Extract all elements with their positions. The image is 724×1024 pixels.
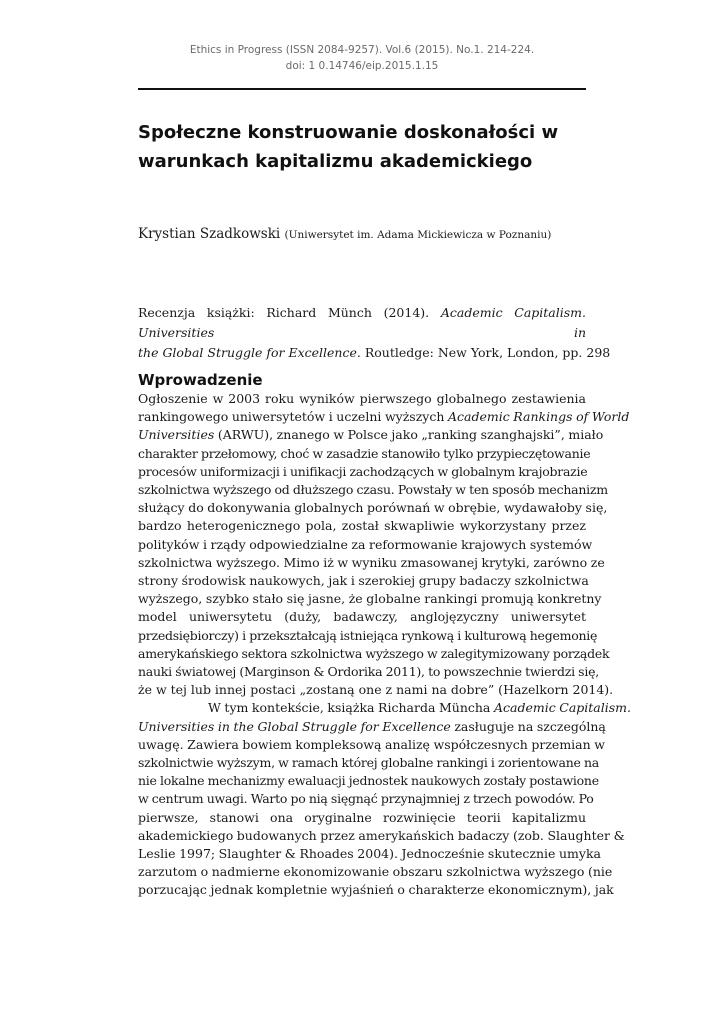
body-line: w centrum uwagi. Warto po nią sięgnąć przynajmniej z trzech powodów. Po — [138, 791, 594, 807]
article-body — [138, 390, 632, 900]
body-line — [138, 426, 604, 444]
journal-citation: Ethics in Progress (ISSN 2084-9257). Vol.6 (2015). No.1. 214-224. — [189, 44, 535, 56]
body-line: nie lokalne mechanizmy ewaluacji jednostek naukowych zostały postawione — [138, 773, 599, 789]
body-line: szkolnictwa wyższego od dłuższego czasu. Powstały w ten sposób mechanizm — [138, 482, 608, 498]
review-line-2 — [138, 343, 611, 363]
body-line: porzucając jednak kompletnie wyjaśnień o charakterze ekonomicznym), jak — [138, 882, 614, 898]
body-line: szkolnictwa wyższego. Mimo iż w wyniku zmasowanej krytyki, zarówno ze — [138, 554, 605, 570]
body-line: akademickiego budowanych przez amerykańskich badaczy (zob. Slaughter & — [138, 827, 625, 843]
review-prefix: Recenzja książki: Richard Münch (2014). — [138, 305, 441, 320]
body-text-fragment: (ARWU), znanego w Polsce jako „ranking szanghajski”, miało — [214, 427, 604, 443]
title-line-2: warunkach kapitalizmu akademickiego — [138, 151, 533, 172]
body-line: przedsiębiorczy) i przekształcają istniejąca rynkową i kulturową hegemonię — [138, 627, 598, 643]
body-text-fragment: W tym kontekście, książka Richarda Müncha — [208, 700, 494, 716]
title-line-1: Społeczne konstruowanie doskonałości w — [138, 122, 559, 143]
review-book-title-part1: Academic Capitalism. Universities in — [138, 305, 586, 340]
body-line: charakter przełomowy, choć w zasadzie stanowiło tylko przypieczętowanie — [138, 445, 591, 461]
review-book-title-part2: the Global Struggle for Excellence. — [138, 345, 361, 360]
body-line: bardzo heterogenicznego pola, został skwapliwie wykorzystany przez — [138, 518, 586, 534]
body-italic-fragment: Universities — [138, 427, 215, 443]
body-italic-fragment: Universities in the Global Struggle for Excellence — [138, 718, 451, 734]
body-line: strony środowisk naukowych, jak i szerokiej grupy badaczy szkolnictwa — [138, 573, 589, 589]
body-line: procesów uniformizacji i unifikacji zachodzących w globalnym krajobrazie — [138, 463, 588, 479]
body-italic-fragment: Academic Capitalism. — [493, 700, 632, 716]
journal-header — [138, 42, 586, 74]
body-text-fragment: rankingowego uniwersytetów i uczelni wyższych — [138, 409, 448, 425]
body-line: służący do dokonywania globalnych porównań w obrębie, wydawałoby się, — [138, 500, 608, 516]
body-line: nauki światowej (Marginson & Ordorika 2011), to powszechnie twierdzi się, — [138, 664, 599, 680]
body-line: zarzutom o nadmierne ekonomizowanie obszaru szkolnictwa wyższego (nie — [138, 864, 613, 880]
body-line: polityków i rządy odpowiedzialne za reformowanie krajowych systemów — [138, 536, 593, 552]
body-text-fragment: zasługuje na szczególną — [450, 718, 606, 734]
author-line — [138, 224, 586, 245]
body-line: model uniwersytetu (duży, badawczy, anglojęzyczny uniwersytet — [138, 609, 586, 625]
body-line: uwagę. Zawiera bowiem kompleksową analizę współczesnych przemian w — [138, 736, 605, 752]
body-line: Leslie 1997; Slaughter & Rhoades 2004). Jednocześnie skutecznie umyka — [138, 846, 601, 862]
article-title — [138, 118, 586, 176]
author-name: Krystian Szadkowski — [138, 226, 281, 242]
body-line: pierwsze, stanowi ona oryginalne rozwinięcie teorii kapitalizmu — [138, 809, 586, 825]
body-line — [138, 408, 630, 426]
header-divider — [138, 88, 586, 90]
body-line: szkolnictwie wyższym, w ramach której globalne rankingi i zorientowane na — [138, 755, 599, 771]
body-italic-fragment: Academic Rankings of World — [447, 409, 630, 425]
body-line: Ogłoszenie w 2003 roku wyników pierwszego globalnego zestawienia — [138, 391, 586, 406]
review-line-1 — [138, 303, 586, 343]
doi-line: doi: 1 0.14746/eip.2015.1.15 — [285, 60, 439, 72]
body-line — [138, 699, 632, 717]
author-affiliation: (Uniwersytet im. Adama Mickiewicza w Poznaniu) — [284, 229, 552, 241]
body-line: wyższego, szybko stało się jasne, że globalne rankingi promują konkretny — [138, 591, 602, 607]
section-heading: Wprowadzenie — [138, 371, 263, 389]
body-line: że w tej lub innej postaci „zostaną one z nami na dobre” (Hazelkorn 2014). — [138, 682, 614, 698]
body-line — [138, 718, 606, 736]
review-publisher: Routledge: New York, London, pp. 298 — [360, 345, 611, 360]
review-note — [138, 303, 611, 363]
body-line: amerykańskiego sektora szkolnictwa wyższego w zalegitymizowany porządek — [138, 645, 610, 661]
